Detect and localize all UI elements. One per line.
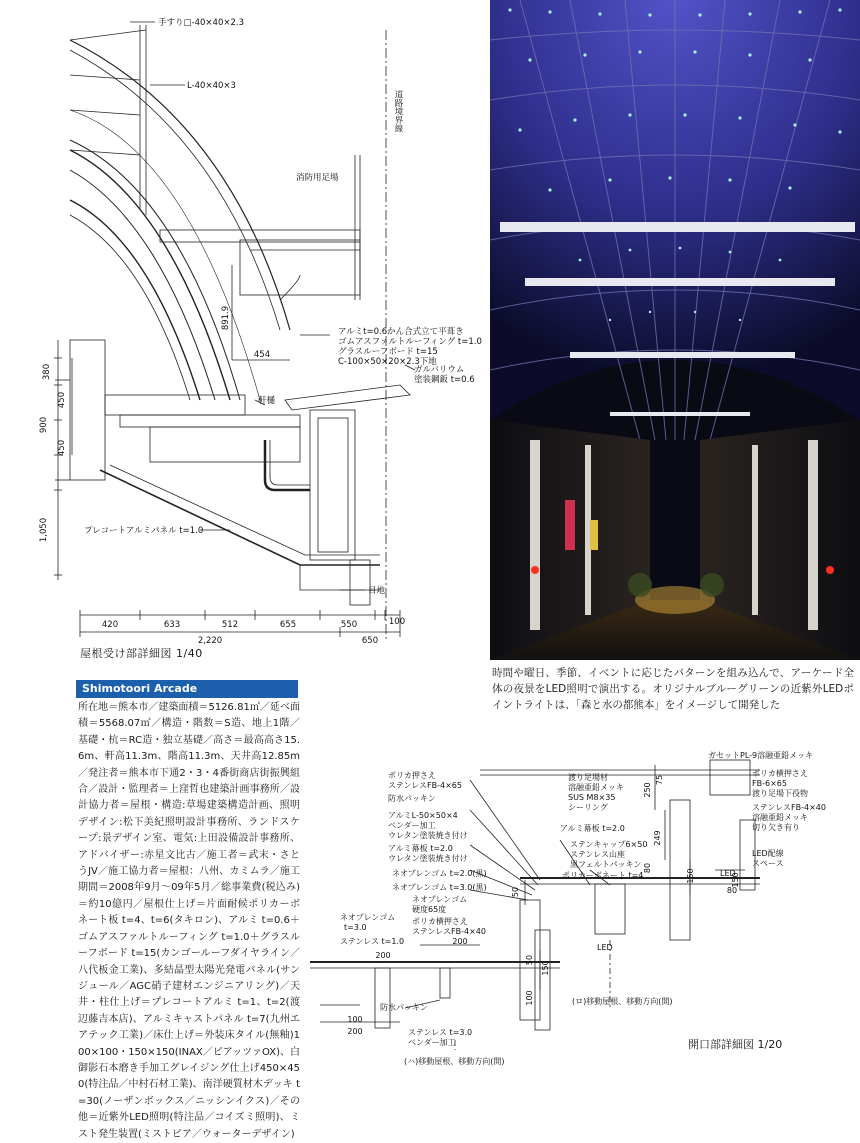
opening-detail-caption: 開口部詳細図 1/20 <box>688 1038 783 1051</box>
pc-cross-r2: FB-6×65 <box>752 779 787 788</box>
subcaption-ha: (ハ)移動屋根、移動方向(開) <box>404 1057 505 1066</box>
led-wire-2: スペース <box>752 859 784 868</box>
galvalume-2: 塗装鋼鈑 t=0.6 <box>414 375 475 385</box>
dim-650: 650 <box>361 636 379 646</box>
fire-scaffold-label: 消防用足場 <box>296 173 339 183</box>
st-fb-2: 溶融亜鉛メッキ <box>752 813 808 822</box>
dim-633: 633 <box>163 620 181 630</box>
subcaption-ro: (ロ)移動屋根、移動方向(開) <box>572 997 673 1006</box>
dim-655: 655 <box>279 620 297 630</box>
roof-spec-3: グラスルーフボード t=15 <box>338 347 438 357</box>
spec-title: Shimotoori Arcade <box>76 680 298 698</box>
road-boundary-label: 道路境界線 <box>393 90 403 133</box>
st-fb: ステンレスFB-4×40 <box>752 803 826 812</box>
dim-900: 900 <box>39 416 49 434</box>
pc-cross-1: ポリカ横押さえ <box>412 917 468 926</box>
galvalume-1: ガルバリウム <box>414 365 465 375</box>
dim-380: 380 <box>42 363 52 381</box>
dim-420: 420 <box>101 620 119 630</box>
led-label-2: LED <box>720 869 736 878</box>
pc-press-2: ステンレスFB-4×65 <box>388 781 462 790</box>
dim-450a: 450 <box>57 391 67 409</box>
roof-support-detail-drawing <box>0 0 490 650</box>
photo-caption: 時間や曜日、季節、イベントに応じたパターンを組み込んで、アーケード全体の夜景をLED照明で演出する。オリジナルブルーグリーンの近紫外LEDポイントライトは、「森と水の都熊本」をイメージして開発した <box>492 667 854 711</box>
dim-80b: 80 <box>726 886 738 895</box>
roof-support-caption: 屋根受け部詳細図 1/40 <box>80 647 203 660</box>
dim-200: 200 <box>452 937 468 946</box>
dim-512: 512 <box>221 620 239 630</box>
al-3: ウレタン塗装焼き付け <box>388 831 468 840</box>
dim-250: 250 <box>643 782 652 798</box>
dim-150b: 150 <box>731 872 740 888</box>
roof-spec-4: C-100×50×20×2.3下地 <box>338 357 437 367</box>
walk-1: 渡り足場材 <box>568 773 608 782</box>
dim-1050: 1,050 <box>39 517 49 543</box>
dim-200-bottom: 200 <box>347 1027 363 1036</box>
pc-cross-r3: 渡り足場下役物 <box>752 789 808 798</box>
al-sheet-2: ウレタン塗装焼き付け <box>388 854 468 863</box>
walk-3: SUS M8×35 <box>568 793 616 802</box>
gusset: ガセットPL-9溶融亜鉛メッキ <box>708 751 814 760</box>
roof-spec-2: ゴムアスファルトルーフィング t=1.0 <box>338 337 482 347</box>
dim-100-bottom: 100 <box>347 1015 363 1024</box>
opening-detail-drawing <box>300 735 860 1080</box>
st-b-1: ステンレス t=3.0 <box>408 1028 473 1037</box>
dim-200-left: 200 <box>375 951 391 960</box>
waterproof: 防水パッキン <box>388 794 436 803</box>
cap-1: ステンキャップ6×50 <box>570 840 648 849</box>
dim-50: 50 <box>511 886 520 898</box>
al-sheet-1: アルミ幕板 t=2.0 <box>388 844 453 853</box>
neo-b-1: ネオプレンゴム <box>340 913 396 922</box>
cap-2: ステンレス山座 <box>570 850 625 859</box>
dim-450b: 450 <box>57 439 67 457</box>
dim-80: 80 <box>643 862 652 874</box>
led-label-1: LED <box>597 943 613 952</box>
eaves-gutter-label: 軒樋 <box>258 396 276 406</box>
dim-75: 75 <box>655 774 664 786</box>
dim-100b: 100 <box>525 990 534 1006</box>
sealing: シーリング <box>568 803 608 812</box>
spec-body: 所在地＝熊本市／建築面積＝5126.81㎡／延べ面積＝5568.07㎡／構造・階数＝S造、地上1階／基礎・杭＝RC造・独立基礎／高さ＝最高高さ15.6m、軒高11.3m、階高11.3m、天井高12.85m／発注者＝熊本市下通2・3・4番街商店街振興組合／設計・監理者＝上窪哲也建築計画事務所／設計協力者＝屋根・構造:草場建築構造計画、照明デザイン:松下美紀照明設計事務所、ランドスケープ:景デザイン室、電気:上田設備設計事務所、アドバイザー:赤星文比古／施工者＝武末・さとうJV／施工協力者＝屋根：八州、カミムラ／施工期間＝2008年9月〜09年5月／総事業費(税込み)＝約10億円／屋根仕上げ＝片面耐候ポリカーボネート板 t=4、t=6(タキロン)、アルミ t=0.6＋ゴムアスファルトルーフィング t=1.0＋グラスルーフボード t=15(カンゴールーフダイヤライン／八代板金工業)、多結晶型太陽光発電パネル(サンジュール／AGC硝子建材エンジニアリング)／天井・柱仕上げ＝プレコートアルミ t=1、t=2(渡辺藤吉本店)、アルミキャストパネル t=7(九州エアテック工業)／床仕上げ＝外装床タイル(無釉)100×100・150×150(INAX／ピアッツァOX)、白御影石本磨き手加工グレイジング仕上げ450×450(特注品／中村石材工業)、南洋硬質材木デッキ t=30(ノーザンボックス／ニッシンイクス)／その他＝近紫外LED照明(特注品／コイズミ照明)、ミスト発生装置(ミストピア／ウォーターデザイン) <box>78 702 300 1140</box>
cap-3: 黒フェルトパッキン <box>570 860 642 869</box>
st-fb-3: 切り欠き有り <box>752 823 800 832</box>
led-wire-1: LED配線 <box>752 849 784 858</box>
pc-press-1: ポリカ押さえ <box>388 771 436 780</box>
al-2: ベンダー加工 <box>388 821 436 830</box>
roof-spec-1: アルミt=0.6かん合式立て平葺き <box>338 327 464 337</box>
dim-150: 150 <box>686 868 695 884</box>
pc-cross-2: ステンレスFB-4×40 <box>412 927 486 936</box>
dim-150c: 150 <box>541 960 550 976</box>
neo-hard-1: ネオプレンゴム <box>412 895 468 904</box>
walk-2: 溶融亜鉛メッキ <box>568 783 624 792</box>
neo-black: ネオプレンゴム t=2.0(黒) <box>392 869 487 878</box>
handrail-label: 手すり□-40×40×2.3 <box>158 18 244 28</box>
dim-50b: 50 <box>525 954 534 966</box>
st-b-2: ベンダー加工 <box>408 1038 456 1047</box>
neo-b-2: t=3.0 <box>344 923 367 932</box>
dim-100: 100 <box>388 617 406 627</box>
dim-2220: 2,220 <box>197 636 223 646</box>
waterproof-b: 防水パッキン <box>380 1003 428 1012</box>
dim-550: 550 <box>340 620 358 630</box>
joint-label: 目地 <box>368 586 386 596</box>
dim-891: 891.9 <box>221 305 231 331</box>
dim-249: 249 <box>653 830 662 846</box>
neo-hard-2: 硬度65度 <box>412 905 447 914</box>
pc-sheet: ポリカーボネート t=4 <box>562 871 644 880</box>
al-1: アルミL-50×50×4 <box>388 811 458 820</box>
precoat-panel-label: プレコートアルミパネル t=1.0 <box>84 526 204 536</box>
stainless: ステンレス t=1.0 <box>340 937 405 946</box>
angle-label: L-40×40×3 <box>187 81 236 91</box>
dim-454: 454 <box>253 350 271 360</box>
neo-black-2: ネオプレンゴム t=3.0(黒) <box>392 883 487 892</box>
al-sheet-r: アルミ幕板 t=2.0 <box>560 824 625 833</box>
arcade-night-photo <box>490 0 860 660</box>
pc-cross-r1: ポリカ横押さえ <box>752 769 808 778</box>
